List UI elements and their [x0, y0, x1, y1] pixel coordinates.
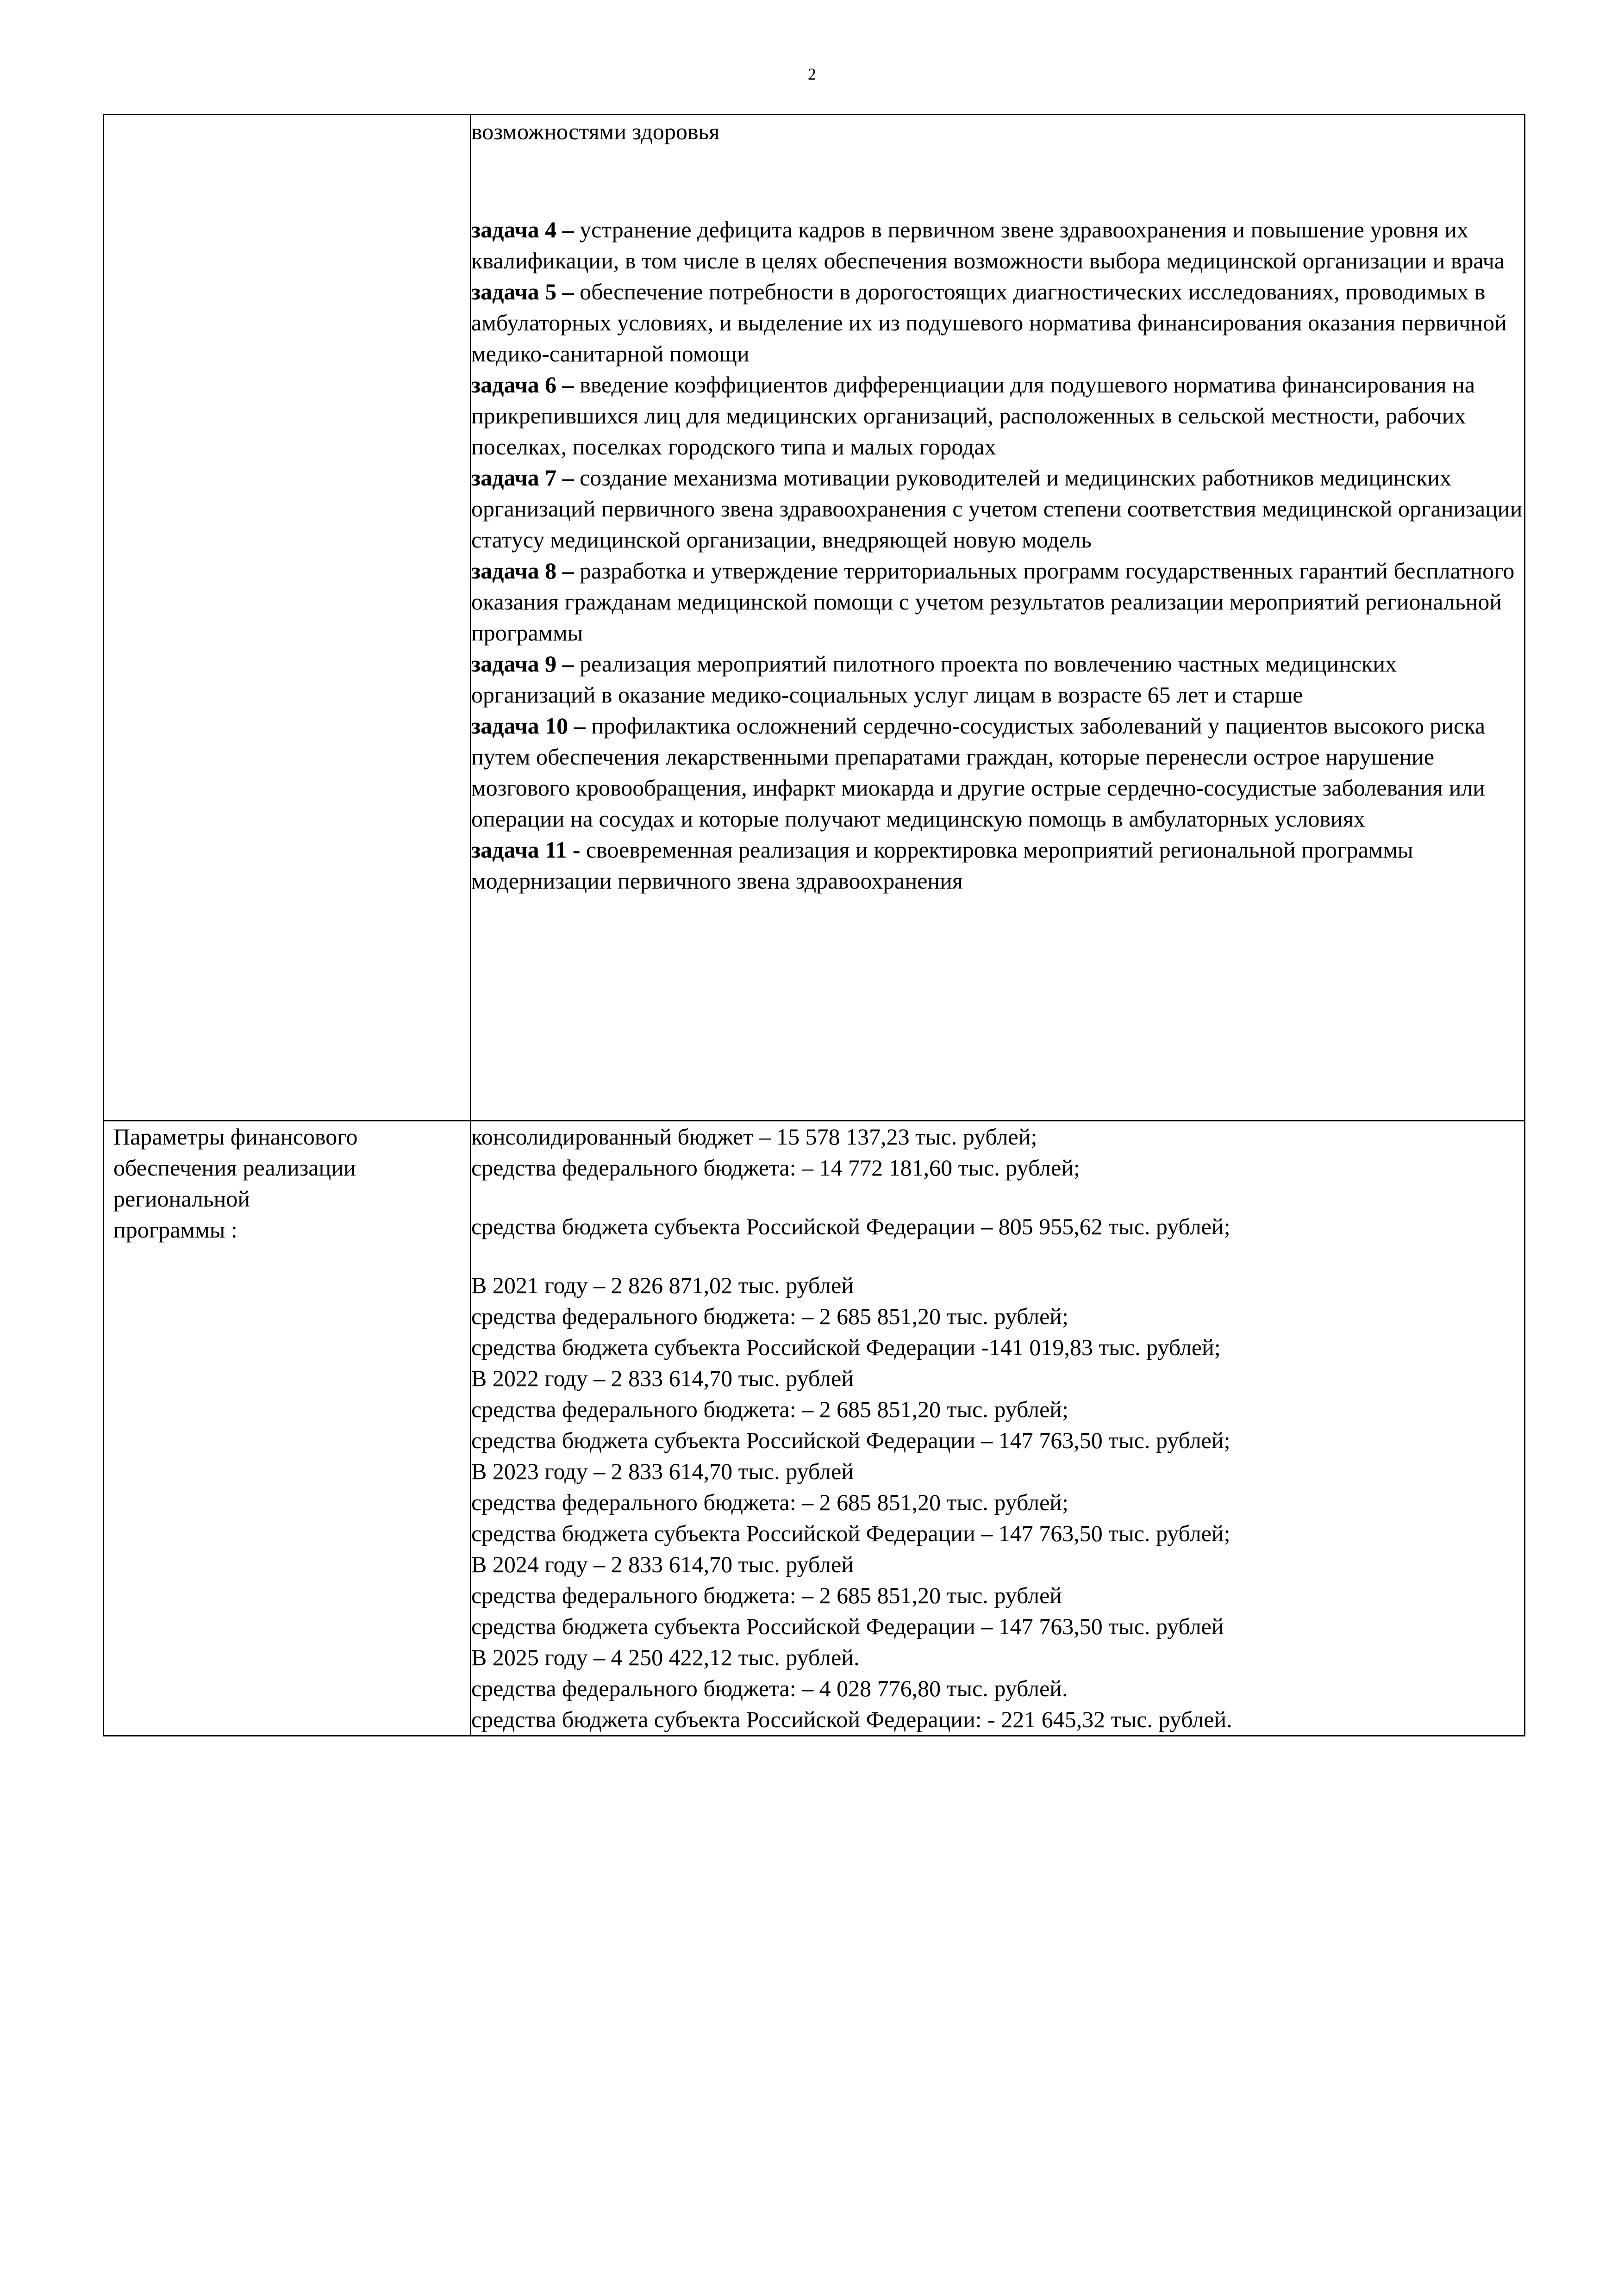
task-4-name: задача 4 – [471, 217, 574, 243]
regional-budget-total: средства бюджета субъекта Российской Федерации – 805 955,62 тыс. рублей; [471, 1213, 1230, 1239]
consolidated-budget: консолидированный бюджет – 15 578 137,23 тыс. рублей; [471, 1124, 1037, 1150]
task-10 [471, 710, 1524, 834]
task-6-name: задача 6 – [471, 372, 574, 398]
task-5-name: задача 5 – [471, 279, 574, 305]
task-9-name: задача 9 – [471, 651, 574, 677]
finance-spacer [471, 1183, 1524, 1211]
year-2023-total: В 2023 году – 2 833 614,70 тыс. рублей [471, 1458, 854, 1484]
year-2025-total: В 2025 году – 4 250 422,12 тыс. рублей. [471, 1644, 860, 1670]
year-2022-total: В 2022 году – 2 833 614,70 тыс. рублей [471, 1365, 854, 1391]
year-2022-federal: средства федерального бюджета: – 2 685 851,20 тыс. рублей; [471, 1396, 1068, 1422]
task-10-name: задача 10 – [471, 713, 586, 739]
task-4 [471, 214, 1524, 276]
task-9 [471, 648, 1524, 710]
tasks-continuation: возможностями здоровья [471, 118, 720, 144]
task-7-name: задача 7 – [471, 465, 574, 491]
task-8-name: задача 8 – [471, 558, 574, 584]
task-8 [471, 555, 1524, 648]
task-11-name: задача 11 - [471, 837, 581, 863]
task-11 [471, 834, 1524, 896]
task-10-text: профилактика осложнений сердечно-сосудистых заболеваний у пациентов высокого риска путем обеспечения лекарственными препаратами граждан, которые перенесли острое нарушение мозгового кровообращения, инфаркт миокарда и другие острые сердечно-сосудистые заболевания или операции на сосудах и которые получают медицинскую помощь в амбулаторных условиях [471, 713, 1486, 832]
finance-label: Параметры финансового обеспечения реализации региональной программы : [113, 1124, 358, 1243]
page-number: 2 [808, 65, 816, 83]
tasks-left-cell [104, 115, 471, 1121]
finance-cell [471, 1121, 1525, 1736]
task-6-text: введение коэффициентов дифференциации для подушевого норматива финансирования на прикрепившихся лиц для медицинских организаций, расположенных в сельской местности, рабочих поселках, поселках городского типа и малых городах [471, 372, 1475, 460]
task-7 [471, 462, 1524, 555]
year-2023-regional: средства бюджета субъекта Российской Федерации – 147 763,50 тыс. рублей; [471, 1520, 1230, 1546]
finance-row [104, 1121, 1525, 1736]
tasks-row [104, 115, 1525, 1121]
year-2024-regional: средства бюджета субъекта Российской Федерации – 147 763,50 тыс. рублей [471, 1613, 1224, 1639]
task-4-text: устранение дефицита кадров в первичном звене здравоохранения и повышение уровня их квалификации, в том числе в целях обеспечения возможности выбора медицинской организации и врача [471, 217, 1505, 274]
task-8-text: разработка и утверждение территориальных программ государственных гарантий бесплатного оказания гражданам медицинской помощи с учетом результатов реализации мероприятий региональной программы [471, 558, 1515, 646]
year-2022-regional: средства бюджета субъекта Российской Федерации – 147 763,50 тыс. рублей; [471, 1427, 1230, 1453]
finance-label-cell [104, 1121, 471, 1736]
task-7-text: создание механизма мотивации руководителей и медицинских работников медицинских организаций первичного звена здравоохранения с учетом степени соответствия медицинской организации статусу медицинской организации, внедряющей новую модель [471, 465, 1523, 553]
task-9-text: реализация мероприятий пилотного проекта по вовлечению частных медицинских организаций в оказание медико-социальных услуг лицам в возрасте 65 лет и старше [471, 651, 1397, 708]
finance-spacer [471, 1242, 1524, 1270]
task-6 [471, 369, 1524, 462]
year-2025-federal: средства федерального бюджета: – 4 028 776,80 тыс. рублей. [471, 1675, 1068, 1701]
tasks-cell [471, 115, 1525, 1121]
year-2021-regional: средства бюджета субъекта Российской Федерации -141 019,83 тыс. рублей; [471, 1334, 1221, 1360]
year-2025-regional: средства бюджета субъекта Российской Федерации: - 221 645,32 тыс. рублей. [471, 1706, 1232, 1732]
year-2023-federal: средства федерального бюджета: – 2 685 851,20 тыс. рублей; [471, 1489, 1068, 1515]
year-2024-total: В 2024 году – 2 833 614,70 тыс. рублей [471, 1551, 854, 1577]
program-passport-table [103, 114, 1525, 1736]
year-2021-total: В 2021 году – 2 826 871,02 тыс. рублей [471, 1272, 854, 1298]
tasks-spacer [471, 147, 1524, 214]
task-11-text: своевременная реализация и корректировка мероприятий региональной программы модернизации первичного звена здравоохранения [471, 837, 1413, 894]
federal-budget-total: средства федерального бюджета: – 14 772 181,60 тыс. рублей; [471, 1155, 1080, 1181]
task-5 [471, 276, 1524, 369]
year-2021-federal: средства федерального бюджета: – 2 685 851,20 тыс. рублей; [471, 1303, 1068, 1329]
year-2024-federal: средства федерального бюджета: – 2 685 851,20 тыс. рублей [471, 1582, 1062, 1608]
task-5-text: обеспечение потребности в дорогостоящих диагностических исследованиях, проводимых в амбулаторных условиях, и выделение их из подушевого норматива финансирования оказания первичной медико-санитарной помощи [471, 279, 1507, 367]
